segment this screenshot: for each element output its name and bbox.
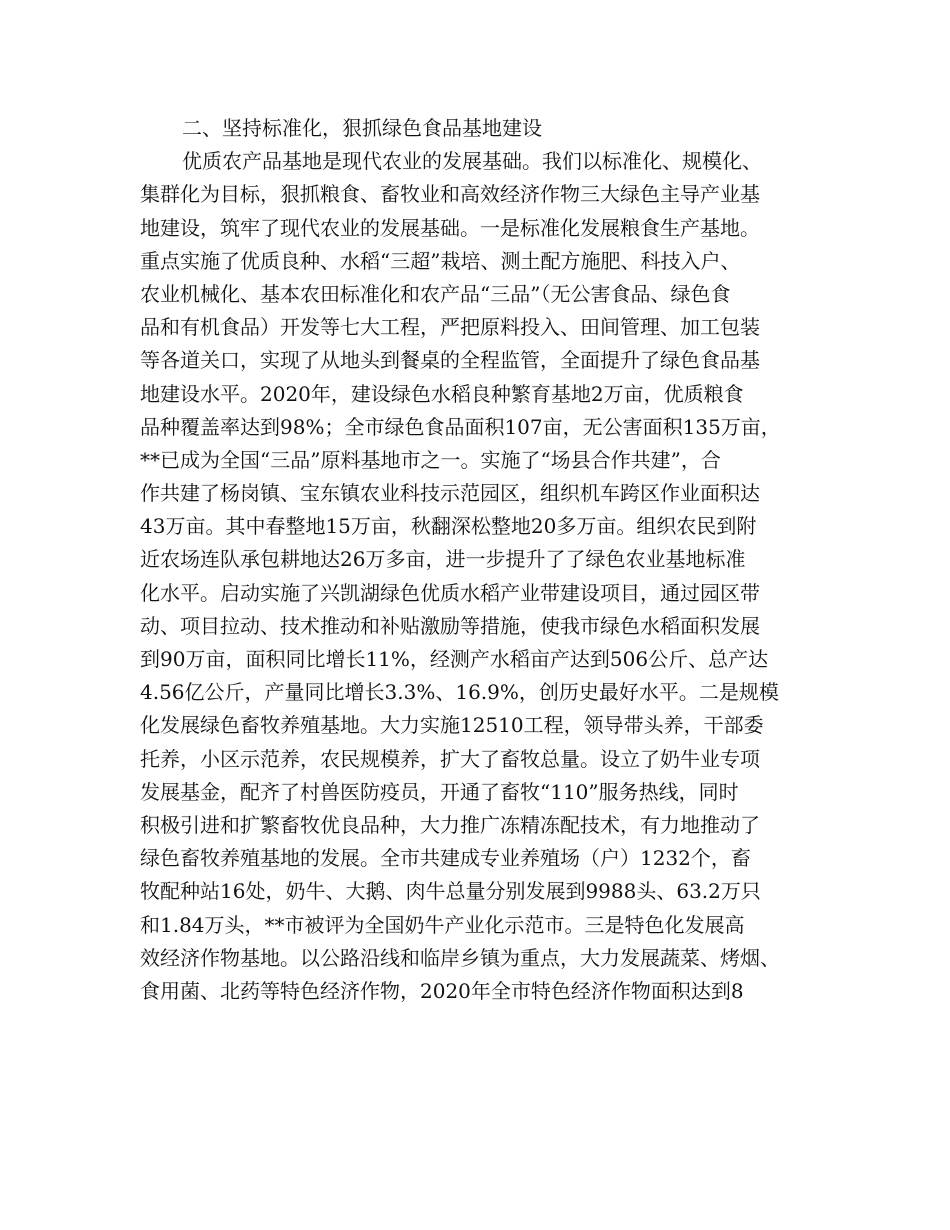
paragraph-line: 动、项目拉动、技术推动和补贴激励等措施，使我市绿色水稻面积发展 xyxy=(140,613,760,638)
paragraph-line: 农业机械化、基本农田标准化和农产品“三品”（无公害食品、绿色食 xyxy=(140,281,731,306)
paragraph-line: 43万亩。其中春整地15万亩，秋翻深松整地20多万亩。组织农民到附 xyxy=(140,514,757,539)
section-heading: 二、坚持标准化，狠抓绿色食品基地建设 xyxy=(182,116,542,140)
paragraph-line: 效经济作物基地。以公路沿线和临岸乡镇为重点，大力发展蔬菜、烤烟、 xyxy=(140,945,780,970)
paragraph-line: 托养，小区示范养，农民规模养，扩大了畜牧总量。设立了奶牛业专项 xyxy=(140,746,760,771)
paragraph-line: 积极引进和扩繁畜牧优良品种，大力推广冻精冻配技术，有力地推动了 xyxy=(140,812,760,837)
paragraph-line: 4.56亿公斤，产量同比增长3.3%、16.9%，创历史最好水平。二是规模 xyxy=(140,680,779,705)
paragraph-line: 地建设，筑牢了现代农业的发展基础。一是标准化发展粮食生产基地。 xyxy=(140,215,760,240)
paragraph-line: 和1.84万头，**市被评为全国奶牛产业化示范市。三是特色化发展高 xyxy=(140,912,745,937)
paragraph-line: 集群化为目标，狠抓粮食、畜牧业和高效经济作物三大绿色主导产业基 xyxy=(140,182,760,207)
paragraph-line: 作共建了杨岗镇、宝东镇农业科技示范园区，组织机车跨区作业面积达 xyxy=(140,481,760,506)
paragraph-line: 近农场连队承包耕地达26万多亩，进一步提升了了绿色农业基地标准 xyxy=(140,547,746,572)
paragraph-line: 等各道关口，实现了从地头到餐桌的全程监管，全面提升了绿色食品基 xyxy=(140,348,760,373)
paragraph-line: 品种覆盖率达到98%；全市绿色食品面积107亩，无公害面积135万亩， xyxy=(140,414,781,439)
paragraph-line: 重点实施了优质良种、水稻“三超”栽培、测土配方施肥、科技入户、 xyxy=(140,248,741,273)
paragraph-line: 绿色畜牧养殖基地的发展。全市共建成专业养殖场（户）1232个，畜 xyxy=(140,846,751,871)
paragraph-line: 化水平。启动实施了兴凯湖绿色优质水稻产业带建设项目，通过园区带 xyxy=(140,580,760,605)
paragraph-line: **已成为全国“三品”原料基地市之一。实施了“场县合作共建”，合 xyxy=(140,447,721,472)
document-body xyxy=(140,112,830,1008)
paragraph-line: 品和有机食品）开发等七大工程，严把原料投入、田间管理、加工包装 xyxy=(140,315,760,340)
paragraph-line: 地建设水平。2020年，建设绿色水稻良种繁育基地2万亩，优质粮食 xyxy=(140,381,744,406)
paragraph-line: 到90万亩，面积同比增长11%，经测产水稻亩产达到506公斤、总产达 xyxy=(140,647,769,671)
paragraph-line: 化发展绿色畜牧养殖基地。大力实施12510工程，领导带头养，干部委 xyxy=(140,713,764,738)
paragraph-line: 发展基金，配齐了村兽医防疫员，开通了畜牧“110”服务热线，同时 xyxy=(140,779,739,804)
paragraph-line: 食用菌、北药等特色经济作物，2020年全市特色经济作物面积达到8 xyxy=(140,978,744,1003)
paragraph-line: 牧配种站16处，奶牛、大鹅、肉牛总量分别发展到9988头、63.2万只 xyxy=(140,879,761,904)
paragraph-line: 优质农产品基地是现代农业的发展基础。我们以标准化、规模化、 xyxy=(182,149,762,174)
